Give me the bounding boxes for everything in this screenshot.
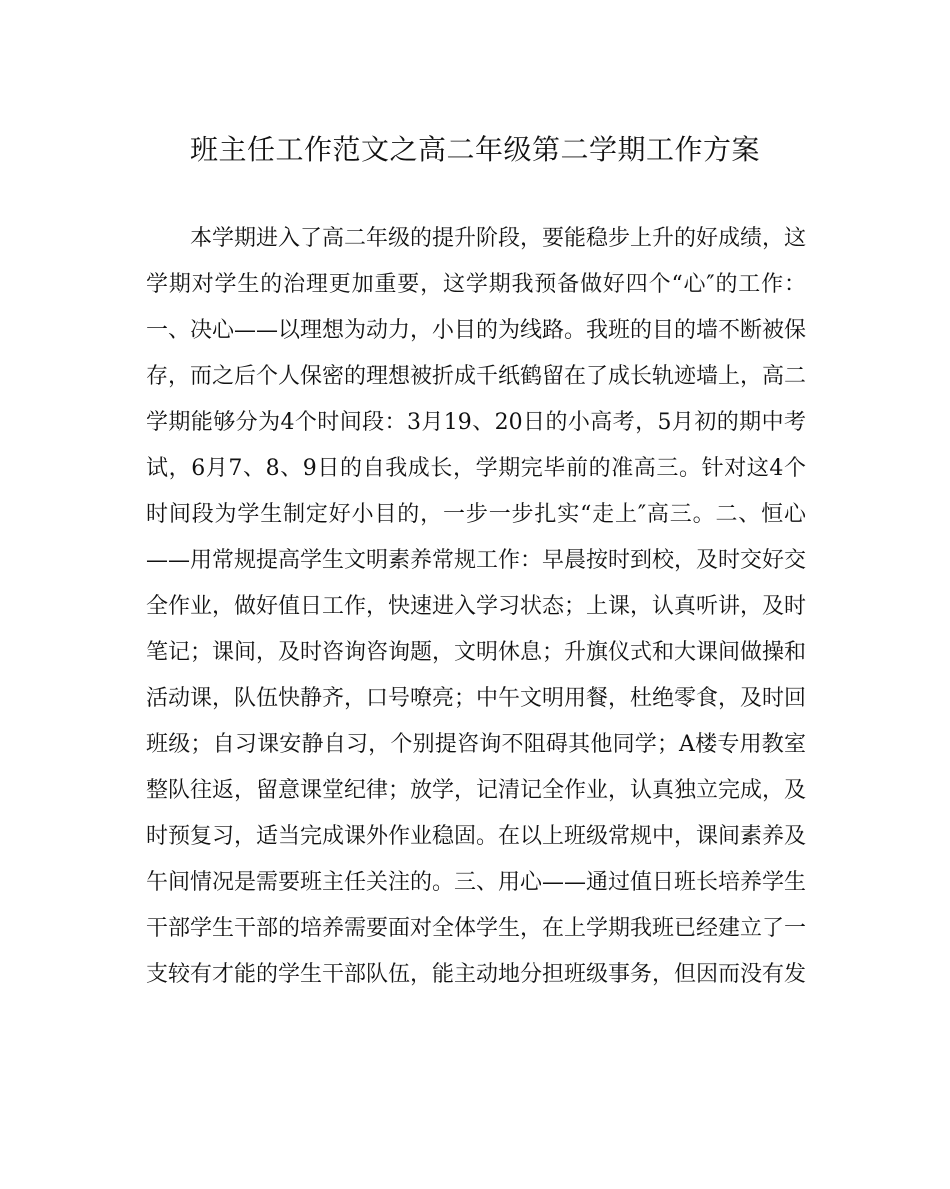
document-title: 班主任工作范文之高二年级第二学期工作方案	[189, 133, 760, 166]
paragraph-line: 学期对学生的治理更加重要，这学期我预备做好四个“心″的工作：	[146, 272, 806, 297]
paragraph-line: 班级；自习课安静自习，个别提咨询不阻碍其他同学；A楼专用教室	[146, 732, 806, 757]
paragraph-line: 支较有才能的学生干部队伍，能主动地分担班级事务，但因而没有发	[146, 962, 806, 987]
paragraph-line: 本学期进入了高二年级的提升阶段，要能稳步上升的好成绩，这	[190, 226, 806, 251]
paragraph-line: 时间段为学生制定好小目的，一步一步扎实“走上″高三。二、恒心	[146, 502, 806, 527]
paragraph-line: 活动课，队伍快静齐，口号嘹亮；中午文明用餐，杜绝零食，及时回	[146, 686, 806, 711]
paragraph-line: 存，而之后个人保密的理想被折成千纸鹤留在了成长轨迹墙上，高二	[146, 364, 806, 389]
paragraph-line: ——用常规提高学生文明素养常规工作：早晨按时到校，及时交好交	[146, 548, 806, 573]
paragraph-line: 整队往返，留意课堂纪律；放学，记清记全作业，认真独立完成，及	[146, 778, 806, 803]
paragraph-line: 干部学生干部的培养需要面对全体学生，在上学期我班已经建立了一	[146, 916, 806, 941]
paragraph-line: 一、决心——以理想为动力，小目的为线路。我班的目的墙不断被保	[146, 318, 806, 343]
paragraph-line: 午间情况是需要班主任关注的。三、用心——通过值日班长培养学生	[146, 870, 806, 895]
paragraph-line: 笔记；课间，及时咨询咨询题，文明休息；升旗仪式和大课间做操和	[146, 640, 806, 665]
paragraph-line: 试，6月7、8、9日的自我成长，学期完毕前的准高三。针对这4个	[146, 456, 806, 481]
paragraph-line: 全作业，做好值日工作，快速进入学习状态；上课，认真听讲，及时	[146, 594, 806, 619]
paragraph-line: 学期能够分为4个时间段：3月19、20日的小高考，5月初的期中考	[146, 410, 806, 435]
document-body	[146, 216, 806, 998]
paragraph-line: 时预复习，适当完成课外作业稳固。在以上班级常规中，课间素养及	[146, 824, 806, 849]
